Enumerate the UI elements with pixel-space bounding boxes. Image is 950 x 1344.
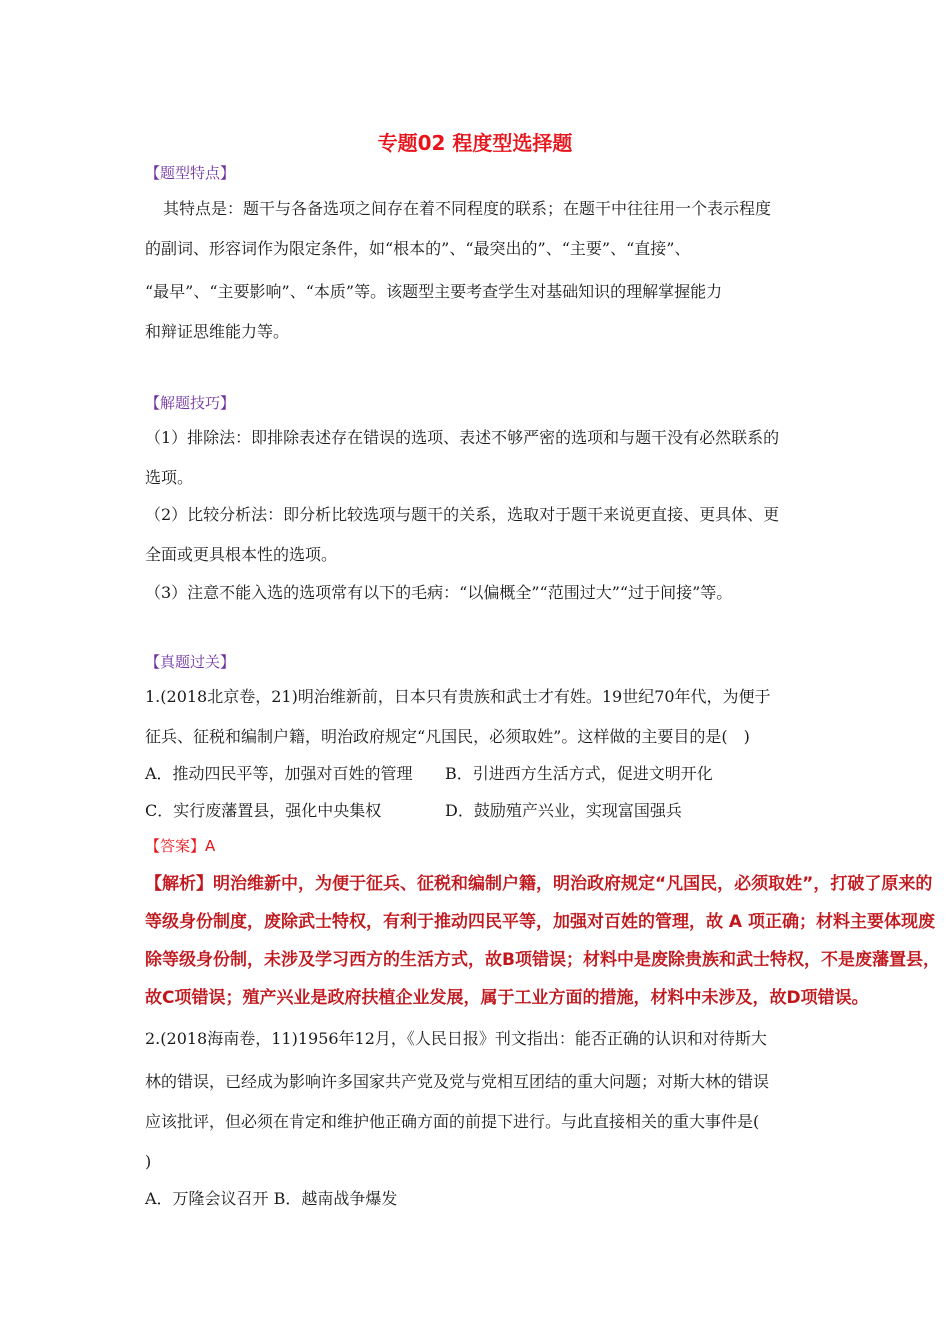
option-c: C．实行废藩置县，强化中央集权 [145, 801, 382, 820]
paragraph-line: 和辩证思维能力等。 [145, 322, 290, 341]
paragraph-line: （1）排除法：即排除表述存在错误的选项、表述不够严密的选项和与题干没有必然联系的 [145, 428, 780, 447]
analysis-line: 【解析】明治维新中，为便于征兵、征税和编制户籍，明治政府规定“凡国民，必须取姓”，打破了原来的 [145, 874, 933, 894]
question-1-line: 1.(2018北京卷，21)明治维新前，日本只有贵族和武士才有姓。19世纪70年代，为便于 [145, 687, 771, 706]
analysis-line: 故C项错误；殖产兴业是政府扶植企业发展，属于工业方面的措施，材料中未涉及，故D项错误。 [145, 988, 869, 1008]
paragraph-line: （3）注意不能入选的选项常有以下的毛病：“以偏概全”“范围过大”“过于间接”等。 [145, 583, 733, 602]
paragraph-line: 的副词、形容词作为限定条件，如“根本的”、“最突出的”、“主要”、“直接”、 [145, 239, 691, 258]
paragraph-line: （2）比较分析法：即分析比较选项与题干的关系，选取对于题干来说更直接、更具体、更 [145, 505, 780, 524]
question-2-line: 应该批评，但必须在肯定和维护他正确方面的前提下进行。与此直接相关的重大事件是( [145, 1112, 760, 1131]
paragraph-line: 全面或更具根本性的选项。 [145, 545, 338, 564]
section-heading-features: 【题型特点】 [145, 164, 236, 182]
question-2-line: ) [145, 1152, 152, 1171]
paragraph-line: “最早”、“主要影响”、“本质”等。该题型主要考查学生对基础知识的理解掌握能力 [145, 282, 723, 301]
paragraph-line: 其特点是：题干与各备选项之间存在着不同程度的联系；在题干中往往用一个表示程度 [163, 199, 772, 218]
page-title: 专题02 程度型选择题 [377, 131, 573, 155]
answer-label: 【答案】A [145, 837, 216, 855]
analysis-line: 等级身份制度，废除武士特权，有利于推动四民平等，加强对百姓的管理，故 A 项正确；材料主要体现废 [145, 912, 935, 932]
option-b: B．引进西方生活方式，促进文明开化 [445, 764, 713, 783]
question-2-line: 林的错误，已经成为影响许多国家共产党及党与党相互团结的重大问题；对斯大林的错误 [145, 1072, 770, 1091]
paragraph-line: 选项。 [145, 468, 194, 487]
question-2-options: A．万隆会议召开 B．越南战争爆发 [145, 1189, 398, 1208]
option-d: D．鼓励殖产兴业，实现富国强兵 [445, 801, 682, 820]
question-2-line: 2.(2018海南卷，11)1956年12月，《人民日报》刊文指出：能否正确的认识和对待斯大 [145, 1029, 767, 1048]
option-a: A．推动四民平等，加强对百姓的管理 [145, 764, 413, 783]
section-heading-techniques: 【解题技巧】 [145, 394, 236, 412]
section-heading-practice: 【真题过关】 [145, 653, 236, 671]
analysis-line: 除等级身份制，未涉及学习西方的生活方式，故B项错误；材料中是废除贵族和武士特权，不是废藩置县， [145, 950, 940, 970]
question-1-line: 征兵、征税和编制户籍，明治政府规定“凡国民，必须取姓”。这样做的主要目的是( ) [145, 727, 750, 746]
